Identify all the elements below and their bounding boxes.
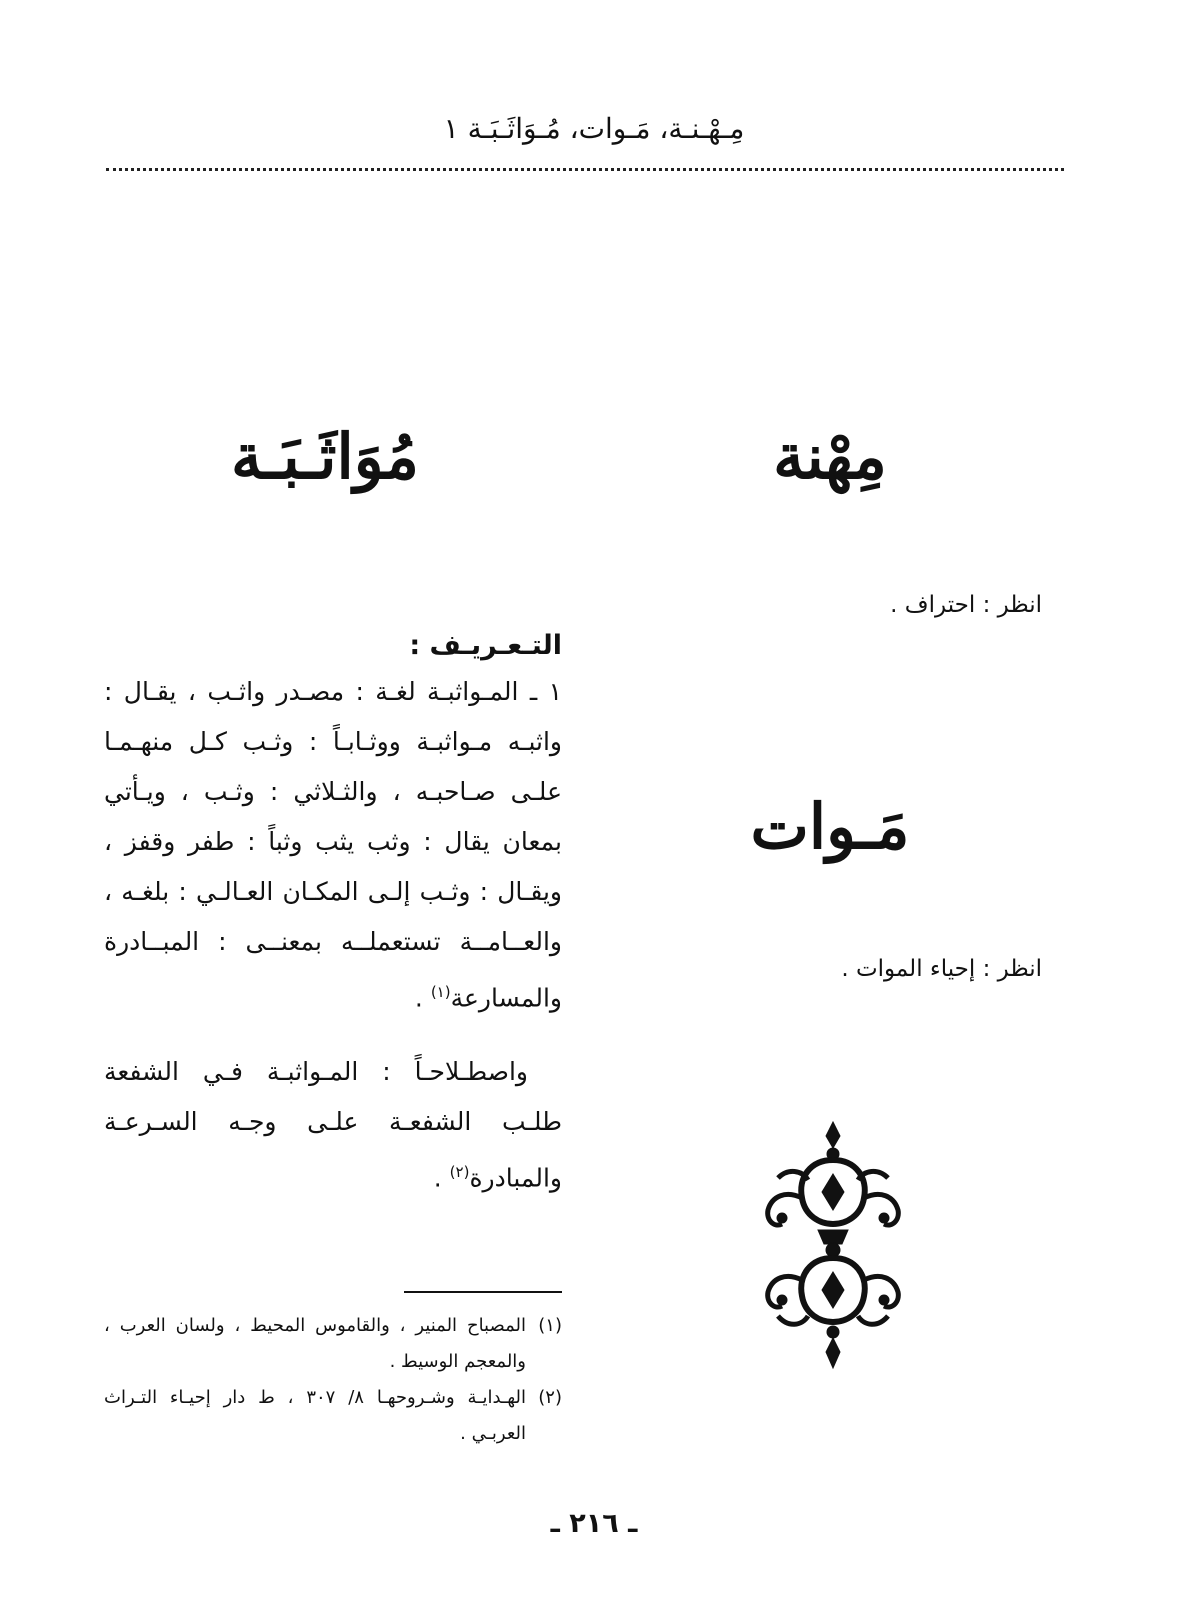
entry-title-mawat: مَـوات <box>750 790 910 863</box>
definition-technical <box>104 1047 562 1203</box>
footnote <box>104 1380 562 1452</box>
entry-see-mawat: انظر : إحياء الموات . <box>841 956 1042 982</box>
definition-technical-end: . <box>433 1163 450 1193</box>
header-divider <box>106 168 1064 171</box>
footnote-number: (٢) <box>538 1387 562 1408</box>
footnote <box>104 1308 562 1380</box>
footnote-text: المصباح المنير ، والقاموس المحيط ، ولسان العرب ، والمعجم الوسيط . <box>104 1315 526 1372</box>
definition-section <box>104 630 562 1204</box>
footnote-ref-2[interactable]: (٢) <box>449 1163 470 1182</box>
footnote-separator <box>404 1291 562 1293</box>
entry-see-mihna: انظر : احتراف . <box>890 592 1042 618</box>
footnotes <box>104 1308 562 1452</box>
definition-linguistic-text: ١ ـ المـواثبـة لغـة : مصـدر واثـب ، يقـال : واثبـه مـواثبـة ووثـابـاً : وثـب كـل منهـمـا علـى صـاحبـه ، والثـلاثي : وثـب ، ويـأتي بمعان يقال : وثب يثب وثباً : طفر وقفز ، ويقـال : وثـب إلـى المكـان العـالـي : بلغـه ، والعــامــة تستعملــه بمعنــى : المبــادرة والمسارعة <box>104 677 562 1013</box>
arabesque-ornament-icon <box>758 1120 908 1370</box>
entry-title-mihna: مِهْنة <box>773 420 887 493</box>
footnote-text: الهـدايـة وشـروحهـا ٨/ ٣٠٧ ، ط دار إحيـاء التـراث العربـي . <box>104 1387 526 1444</box>
definition-technical-text: واصطـلاحـاً : المـواثبـة فـي الشفعة طلـب الشفعـة علـى وجـه السـرعـة والمبادرة <box>104 1057 562 1193</box>
definition-linguistic-end: . <box>414 983 431 1013</box>
definition-heading: التـعـريـف : <box>409 630 562 661</box>
footnote-number: (١) <box>538 1315 562 1336</box>
definition-linguistic <box>104 667 562 1023</box>
footnote-ref-1[interactable]: (١) <box>430 983 451 1001</box>
page-number: ـ ٢١٦ ـ <box>550 1508 638 1539</box>
running-head: مِـهْـنـة، مَـوات، مُـوَاثَـبَـة ١ <box>443 112 745 145</box>
entry-title-muwathaba: مُوَاثَـبَـة <box>231 420 419 493</box>
